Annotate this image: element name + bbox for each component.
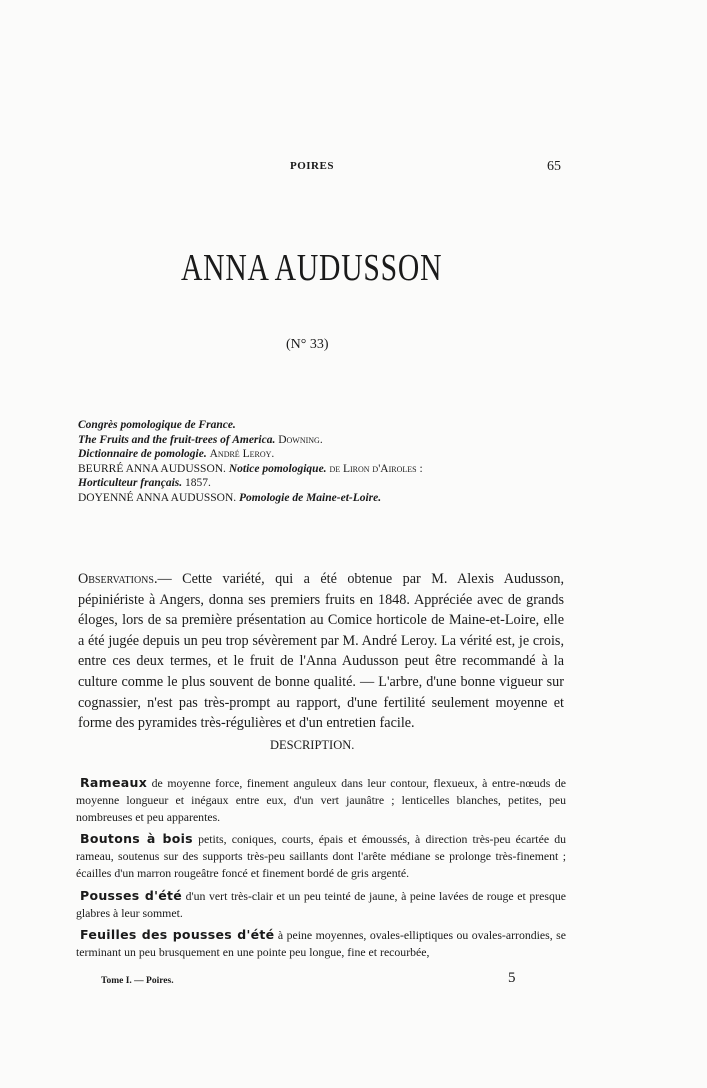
reference: DOYENNÉ ANNA AUDUSSON. Pomologie de Maine-et-Loire. xyxy=(78,491,382,504)
reference: BEURRÉ ANNA AUDUSSON. Notice pomologique. de Liron d'Airoles : xyxy=(78,462,423,475)
observations-paragraph xyxy=(78,569,564,734)
description-paragraph: Pousses d'été d'un vert très-clair et un peu teinté de jaune, à peine lavées de rouge et presque glabres à leur sommet. xyxy=(76,887,567,920)
description-paragraph: Boutons à bois petits, coniques, courts, épais et émoussés, à direction très-peu écartée du rameau, soutenus sur des supports très-peu saillants dont l'arête médiane se prolonge très-finement ; écailles d'un marron rougeâtre foncé et finement bordé de gris argenté. xyxy=(76,831,566,880)
references xyxy=(78,418,423,505)
running-head: POIRES xyxy=(290,160,334,172)
observations-lead: Observations.— xyxy=(78,571,172,587)
reference: Congrès pomologique de France. xyxy=(78,419,236,431)
footer-signature: 5 xyxy=(508,970,516,986)
description-paragraph: Feuilles des pousses d'été à peine moyennes, ovales-elliptiques ou ovales-arrondies, se terminant un peu brusquement en une pointe peu longue, fine et recourbée, xyxy=(76,927,566,960)
reference: The Fruits and the fruit-trees of America. Downing. xyxy=(78,433,323,446)
description xyxy=(76,775,566,967)
description-paragraph: Rameaux de moyenne force, finement anguleux dans leur contour, flexueux, à entre-nœuds de moyenne longueur et inégaux entre eux, d'un vert jaunâtre ; lenticelles blanches, petites, peu nombreuses et peu apparentes. xyxy=(76,775,567,824)
page-number: 65 xyxy=(547,159,561,174)
reference: Horticulteur français. 1857. xyxy=(78,477,211,489)
page-title: ANNA AUDUSSON xyxy=(181,247,443,289)
observations-text: Cette variété, qui a été obtenue par M. Alexis Audusson, pépiniériste à Angers, donna ses premiers fruits en 1848. Appréciée avec de grands éloges, lors de sa première présentation au Comice horticole de Maine-et-Loire, elle a été jugée depuis un peu trop sévèrement par M. André Leroy. La vérité est, je crois, entre ces deux termes, et le fruit de l'Anna Audusson peut être recommandé à la culture comme le plus souvent de bonne qualité. — L'arbre, d'une bonne vigueur sur cognassier, n'est pas très-prompt au rapport, d'une fertilité seulement moyenne et forme des pyramides très-régulières et d'un entretien facile. xyxy=(78,571,565,732)
footer-volume: Tome I. — Poires. xyxy=(101,976,174,986)
reference: Dictionnaire de pomologie. André Leroy. xyxy=(78,448,275,460)
description-heading: DESCRIPTION. xyxy=(270,738,355,752)
variety-number: (N° 33) xyxy=(286,337,329,352)
